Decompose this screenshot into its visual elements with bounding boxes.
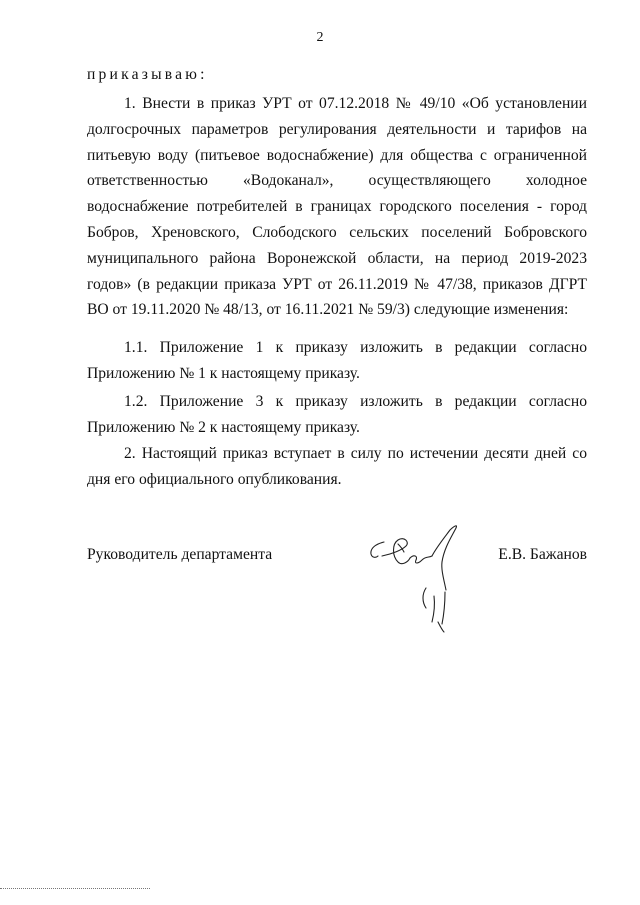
clause-1-1 (87, 335, 587, 387)
clause-2 (87, 441, 587, 493)
page-number: 2 (316, 30, 324, 45)
clause-2-text: 2. Настоящий приказ вступает в силу по истечении десяти дней со дня его официального опубликования. (87, 445, 587, 488)
bottom-divider (0, 888, 150, 890)
preamble-decree: приказываю: (87, 66, 208, 83)
clause-1-text: 1. Внести в приказ УРТ от 07.12.2018 № 49/10 «Об установлении долгосрочных параметров регулирования деятельности и тарифов на питьевую воду (питьевое водоснабжение) для общества с ограниченной ответственностью «Водоканал», осуществляющего холодное водоснабжение потребителей в границах городского поселения - город Бобров, Хреновского, Слободского сельских поселений Бобровского муниципального района Воронежской области, на период 2019-2023 годов» (в редакции приказа УРТ от 26.11.2019 № 47/38, приказов ДГРТ ВО от 19.11.2020 № 48/13, от 16.11.2021 № 59/3) следующие изменения: (87, 95, 587, 319)
clause-1 (87, 91, 587, 323)
signer-name: Е.В. Бажанов (498, 546, 587, 563)
signer-position: Руководитель департамента (87, 546, 273, 563)
signature-row (87, 546, 587, 572)
clause-1-1-text: 1.1. Приложение 1 к приказу изложить в редакции согласно Приложению № 1 к настоящему приказу. (87, 339, 587, 382)
handwritten-signature (362, 518, 477, 638)
clause-1-2 (87, 389, 587, 441)
clause-1-2-text: 1.2. Приложение 3 к приказу изложить в редакции согласно Приложению № 2 к настоящему приказу. (87, 393, 587, 436)
